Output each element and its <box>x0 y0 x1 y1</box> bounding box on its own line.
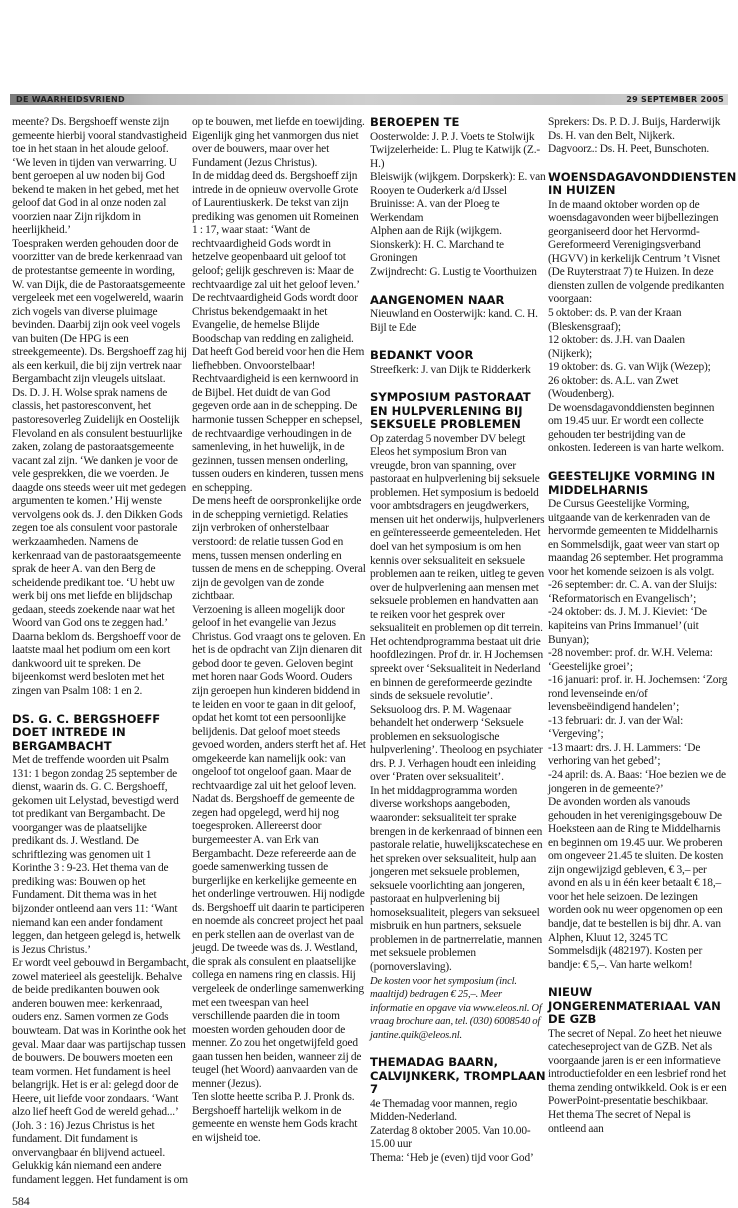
column-3 <box>370 116 546 1166</box>
paragraph: 26 oktober: ds. A.L. van Zwet (Woudenberg). <box>548 374 679 401</box>
column-1 <box>12 116 189 1208</box>
paragraph: 5 oktober: ds. P. van der Kraan (Bleskensgraaf); <box>548 307 682 333</box>
paragraph: De mens heeft de oorspronkelijke orde in de schepping vernietigd. Relaties zijn verbroken of onherstelbaar verstoord: de relatie tussen God en mens, tussen mensen onderling en tussen de mens en de schepping. Overal zijn de gevolgen van de zonde zichtbaar. <box>192 495 366 603</box>
paragraph: Ds. H. van den Belt, Nijkerk. <box>548 129 675 142</box>
paragraph: Er wordt veel gebouwd in Bergambacht, zowel materieel als geestelijk. Behalve de beide predikanten bouwen ook anderen bouwen mee: kerkenraad, ouders enz. Samen vormen ze Gods bouwteam. Dat was in Korinthe ook het geval. Maar daar was partijschap tussen de bouwers. De bouwers moeten een team vormen. Het fundament is heel belangrijk. Het is er al: gelegd door de Heere, uit liefde voor zondaars. ‘Want alzo lief heeft God de wereld gehad...’ (Joh. 3 : 16) Jezus Christus is het fundament. Dit fundament is onvervangbaar én blijvend actueel. Gelukkig kán niemand een andere fundament leggen. Het fundament is om <box>12 957 189 1186</box>
section-heading: NIEUW JONGERENMATERIAAL VAN DE GZB <box>548 985 721 1027</box>
section-heading: AANGENOMEN NAAR <box>370 292 505 307</box>
section-heading: WOENSDAGAVONDDIENSTEN IN HUIZEN <box>548 169 737 198</box>
issue-date: 29 SEPTEMBER 2005 <box>626 95 724 104</box>
paragraph: Nadat ds. Bergshoeff de gemeente de zegen had opgelegd, werd hij nog toegesproken. Allereerst door burgemeester A. van Erk van Bergambacht. Deze refereerde aan de goede samenwerking tussen de burgerlijke en kerkelijke gemeente en het onderlinge vertrouwen. Hij nodigde ds. Bergshoeff uit daarin te participeren en noemde als concreet project het paal en perk stellen aan de overlast van de jeugd. De tweede was ds. J. Westland, die sprak als consulent en plaatselijke collega en namens ring en classis. Hij vergeleek de onderlinge samenwerking met een tweespan van heel verschillende paarden die in toom moesten worden gehouden door de menner. Zo zou het ongetwijfeld goed gaan tussen hen beiden, wanneer zij de teugel (het Woord) aanvaarden van de menner (Jezus). <box>192 793 365 1090</box>
page-number: 584 <box>12 1193 30 1208</box>
section-heading: GEESTELIJKE VORMING IN MIDDELHARNIS <box>548 469 716 497</box>
paragraph: -13 maart: drs. J. H. Lammers: ‘De verhoring van het gebed’; <box>548 741 701 768</box>
paragraph: Daarna beklom ds. Bergshoeff voor de laatste maal het podium om een kort dankwoord uit te spreken. De bijeenkomst werd besloten met het zingen van Psalm 108: 1 en 2. <box>12 630 181 697</box>
paragraph: Oosterwolde: J. P. J. Voets te Stolwijk <box>370 130 535 143</box>
paragraph: De kosten voor het symposium (incl. maaltijd) bedragen € 25,–. Meer informatie en opgave via www.eleos.nl. Of vraag brochure aan, tel. (030) 6008540 of jantine.quik@eleos.nl. <box>370 975 542 1041</box>
paragraph: Streefkerk: J. van Dijk te Ridderkerk <box>370 363 531 376</box>
paragraph: meente? Ds. Bergshoeff wenste zijn gemeente hierbij vooral standvastigheid toe in het staan in het aloude geloof. ‘We leven in tijden van verwarring. U bent geroepen al uw noden bij God bekend te maken in het gebed, met het geloof dat God in al onze noden zal voorzien naar Zijn rijkdom in heerlijkheid.’ <box>12 116 187 237</box>
paragraph: Thema: ‘Heb je (even) tijd voor God’ <box>370 1151 534 1164</box>
section-heading: SYMPOSIUM PASTORAAT EN HULPVERLENING BIJ SEKSUELE PROBLEMEN <box>370 390 531 432</box>
paragraph: Op zaterdag 5 november DV belegt Eleos het symposium Bron van vreugde, bron van spanning, over pastoraat en hulpverlening bij seksuele problemen. Het symposium is bedoeld voor ambtsdragers en jeugdwerkers, mensen uit het onderwijs, hulpverleners en geïnteresseerde gemeenteleden. Het doel van het symposium is om hen kennis over seksualiteit en seksuele problemen aan te reiken, uitleg te geven over de hulpverlening aan mensen met seksuele problemen en handvatten aan te reiken voor het gesprek over seksualiteit en problemen op dit terrein. <box>370 432 545 635</box>
paragraph: De woensdagavonddiensten beginnen om 19.45 uur. Er wordt een collecte gehouden ter bestrijding van de onkosten. Iedereen is van harte welkom. <box>548 401 724 455</box>
publication-name: DE WAARHEIDSVRIEND <box>16 95 125 104</box>
paragraph: Twijzelerheide: L. Plug te Katwijk (Z.-H.) <box>370 144 541 170</box>
section-heading: THEMADAG BAARN, CALVIJNKERK, TROMPLAAN 7 <box>370 1055 546 1097</box>
column-4 <box>548 116 737 1136</box>
paragraph: Nieuwland en Oosterwijk: kand. C. H. Bijl te Ede <box>370 308 538 334</box>
paragraph: Sprekers: Ds. P. D. J. Buijs, Harderwijk <box>548 116 721 128</box>
paragraph: 12 oktober: ds. J.H. van Daalen (Nijkerk); <box>548 334 685 360</box>
paragraph: -26 september: dr. C. A. van der Sluijs: ‘Reformatorisch en Evangelisch’; <box>548 579 717 605</box>
running-header <box>10 94 728 105</box>
paragraph: Bruinisse: A. van der Ploeg te Werkendam <box>370 198 500 224</box>
paragraph: Alphen aan de Rijk (wijkgem. Sionskerk): H. C. Marchand te Groningen <box>370 225 504 265</box>
paragraph: Ten slotte heette scriba P. J. Pronk ds. Bergshoeff hartelijk welkom in de gemeente en wenste hem Gods kracht en wijsheid toe. <box>192 1091 358 1145</box>
paragraph: De Cursus Geestelijke Vorming, uitgaande van de kerkenraden van de hervormde gemeenten te Middelharnis en Sommelsdijk, gaat weer van start op maandag 26 september. Het programma voor het komende seizoen is als volgt. <box>548 498 724 578</box>
paragraph: Zaterdag 8 oktober 2005. Van 10.00-15.00 uur <box>370 1124 531 1151</box>
paragraph: Bleiswijk (wijkgem. Dorpskerk): E. van Rooyen te Ouderkerk a/d IJssel <box>370 171 546 197</box>
paragraph: Het thema The secret of Nepal is ontleend aan <box>548 1108 691 1135</box>
section-heading: BEROEPEN TE <box>370 115 460 129</box>
section-heading: BEDANKT VOOR <box>370 348 474 363</box>
paragraph: 4e Themadag voor mannen, regio Midden-Nederland. <box>370 1097 518 1124</box>
paragraph: Toespraken werden gehouden door de voorzitter van de brede kerkenraad van de protestantse gemeente in wording, W. van Dijk, die de Pastoraatsgemeente vergeleek met een vogelwereld, waarin zich vogels van diverse pluimage bevinden. Daarbij zijn ook veel vogels van buiten (De HPG is een streekgemeente). Ds. Bergshoeff zag hij als een kerkuil, die bij zijn vertrek naar Bergambacht zijn vleugels uitslaat. <box>12 237 187 386</box>
paragraph: Het ochtendprogramma bestaat uit drie hoofdlezingen. Prof dr. ir. H Jochemsen spreekt over ‘Seksualiteit in Nederland en binnen de gereformeerde gezindte sinds de seksuele revolutie’. Seksuoloog drs. P. M. Wagenaar behandelt het onderwerp ‘Seksuele problemen en seksuologische hulpverlening’. Theoloog en psychiater drs. P. J. Verhagen houdt een inleiding over ‘Praten over seksualiteit’. <box>370 635 544 784</box>
paragraph: The secret of Nepal. Zo heet het nieuwe catecheseproject van de GZB. Net als voorgaande jaren is er een informatieve introductiefolder en een lesbrief rond het thema zending ontwikkeld. Ook is er een PowerPoint-presentatie beschikbaar. <box>548 1027 727 1108</box>
column-2 <box>192 116 366 1146</box>
paragraph: In de middag deed ds. Bergshoeff zijn intrede in de opnieuw overvolle Grote of Laurentiuskerk. De tekst van zijn prediking was genomen uit Romeinen 1 : 17, waar staat: ‘Want de rechtvaardigheid Gods wordt in hetzelve geopenbaard uit geloof tot geloof; gelijk geschreven is: Maar de rechtvaardige zal uit het geloof leven.’ De rechtvaardigheid Gods wordt door Christus bekendgemaakt in het Evangelie, de hemelse Blijde Boodschap van redding en zaligheid. Dat heeft God bereid voor hen die Hem liefhebben. Onvoorstelbaar! <box>192 170 365 372</box>
paragraph: op te bouwen, met liefde en toewijding. Eigenlijk ging het vanmorgen dus niet over de bouwers, maar over het Fundament (Jezus Christus). <box>192 116 365 169</box>
paragraph: Ds. D. J. H. Wolse sprak namens de classis, het pastoresconvent, het pastoresoverleg Zuidelijk en Oostelijk Flevoland en als consulent bestuurlijke zaken, zolang de pastoraatsgemeente vacant zal zijn. ‘We danken je voor de vele gesprekken, die we voerden. Je daagde ons steeds weer uit met gedegen argumenten te komen.’ Hij wenste vervolgens ook ds. J. den Dikken Gods zegen toe als consulent voor pastorale werkzaamheden. Namens de kerkenraad van de pastoraatsgemeente sprak de heer A. van den Berg de scheidende predikant toe. ‘U hebt uw werk bij ons met liefde en blijdschap gedaan, steeds zoekende naar wat het Woord van God ons te zeggen had.’ <box>12 386 187 630</box>
paragraph: Rechtvaardigheid is een kernwoord in de Bijbel. Het duidt de van God gegeven orde aan in de schepping. De harmonie tussen Schepper en schepsel, de rechtvaardige verhoudingen in de samenleving, in het huwelijk, in de gezinnen, tussen mensen onderling, tussen ouders en kinderen, tussen mens en schepping. <box>192 373 364 494</box>
paragraph: Zwijndrecht: G. Lustig te Voorthuizen <box>370 265 537 278</box>
paragraph: 19 oktober: ds. G. van Wijk (Wezep); <box>548 361 711 374</box>
paragraph: In het middagprogramma worden diverse workshops aangeboden, waaronder: seksualiteit ter sprake brengen in de kerkenraad of binnen een pastorale relatie, huwelijkscatechese en het spreken over seksualiteit, hulp aan jongeren met seksuele problemen, seksuele voorlichting aan jongeren, pastoraat en hulpverlening bij homoseksualiteit, plegers van seksueel misbruik en hun partners, seksuele problemen in de partnerrelatie, mannen met seksuele problemen (pornoverslaving). <box>370 784 543 973</box>
section-heading: DS. G. C. BERGSHOEFF DOET INTREDE IN BERGAMBACHT <box>12 711 161 753</box>
paragraph: -24 april: ds. A. Baas: ‘Hoe bezien we de jongeren in de gemeente?’ <box>548 768 726 795</box>
paragraph: -28 november: prof. dr. W.H. Velema: ‘Geestelijke groei’; <box>548 647 713 673</box>
paragraph: In de maand oktober worden op de woensdagavonden weer bijbellezingen georganiseerd door het Hervormd-Gereformeerd Verenigingsverband (HGVV) in kerkelijk Centrum ’t Visnet (De Ruyterstraat 7) te Huizen. In deze diensten zullen de volgende predikanten voorgaan: <box>548 198 725 306</box>
paragraph: Verzoening is alleen mogelijk door geloof in het evangelie van Jezus Christus. God vraagt ons te geloven. En het is de opdracht van Zijn dienaren dit gebod door te geven. Geloven begint met horen naar Gods Woord. Ouders zijn geroepen hun kinderen biddend in te leiden en voor te gaan in dit geloof, opdat het komt tot een persoonlijke belijdenis. Dat geloof moet steeds gevoed worden, anders sterft het af. Het omgekeerde kan namelijk ook: van ongeloof tot ongeloof gaan. Maar de rechtvaardige zal uit het geloof leven. <box>192 603 366 792</box>
paragraph: De avonden worden als vanouds gehouden in het verenigingsgebouw De Hoeksteen aan de Ring te Middelharnis en beginnen om 19.45 uur. We proberen om ongeveer 21.45 te sluiten. De kosten zijn ongewijzigd gebleven, € 3,– per avond en als u in één keer betaalt € 18,– voor het hele seizoen. De lezingen worden ook nu weer opgenomen op een bandje, dat te bestellen is bij dhr. A. van Alphen, Kluut 12, 3245 TC Sommelsdijk (482197). Kosten per bandje: € 5,–. Van harte welkom! <box>548 796 724 971</box>
paragraph: -16 januari: prof. ir. H. Jochemsen: ‘Zorg rond levenseinde en/of levensbeëindigend handelen’; <box>548 674 728 714</box>
paragraph: -24 oktober: ds. J. M. J. Kieviet: ‘De kapiteins van Prins Immanuel’ (uit Bunyan); <box>548 606 707 646</box>
paragraph: -13 februari: dr. J. van der Wal: ‘Vergeving’; <box>548 714 684 741</box>
paragraph: Dagvoorz.: Ds. H. Peet, Bunschoten. <box>548 143 710 156</box>
paragraph: Met de treffende woorden uit Psalm 131: 1 begon zondag 25 september de dienst, waarin ds. G. C. Bergshoeff, gekomen uit Lelystad, bevestigd werd tot predikant van Bergambacht. De voorganger was de plaatselijke predikant ds. J. Westland. De schriftlezing was genomen uit 1 Korinthe 3 : 9-23. Het thema van de prediking was: Bouwen op het Fundament. Dit thema was in het bijzonder ontleend aan vers 11: ‘Want niemand kan een ander fondament leggen, dan hetgeen gelegd is, hetwelk is Jezus Christus.’ <box>12 754 181 956</box>
